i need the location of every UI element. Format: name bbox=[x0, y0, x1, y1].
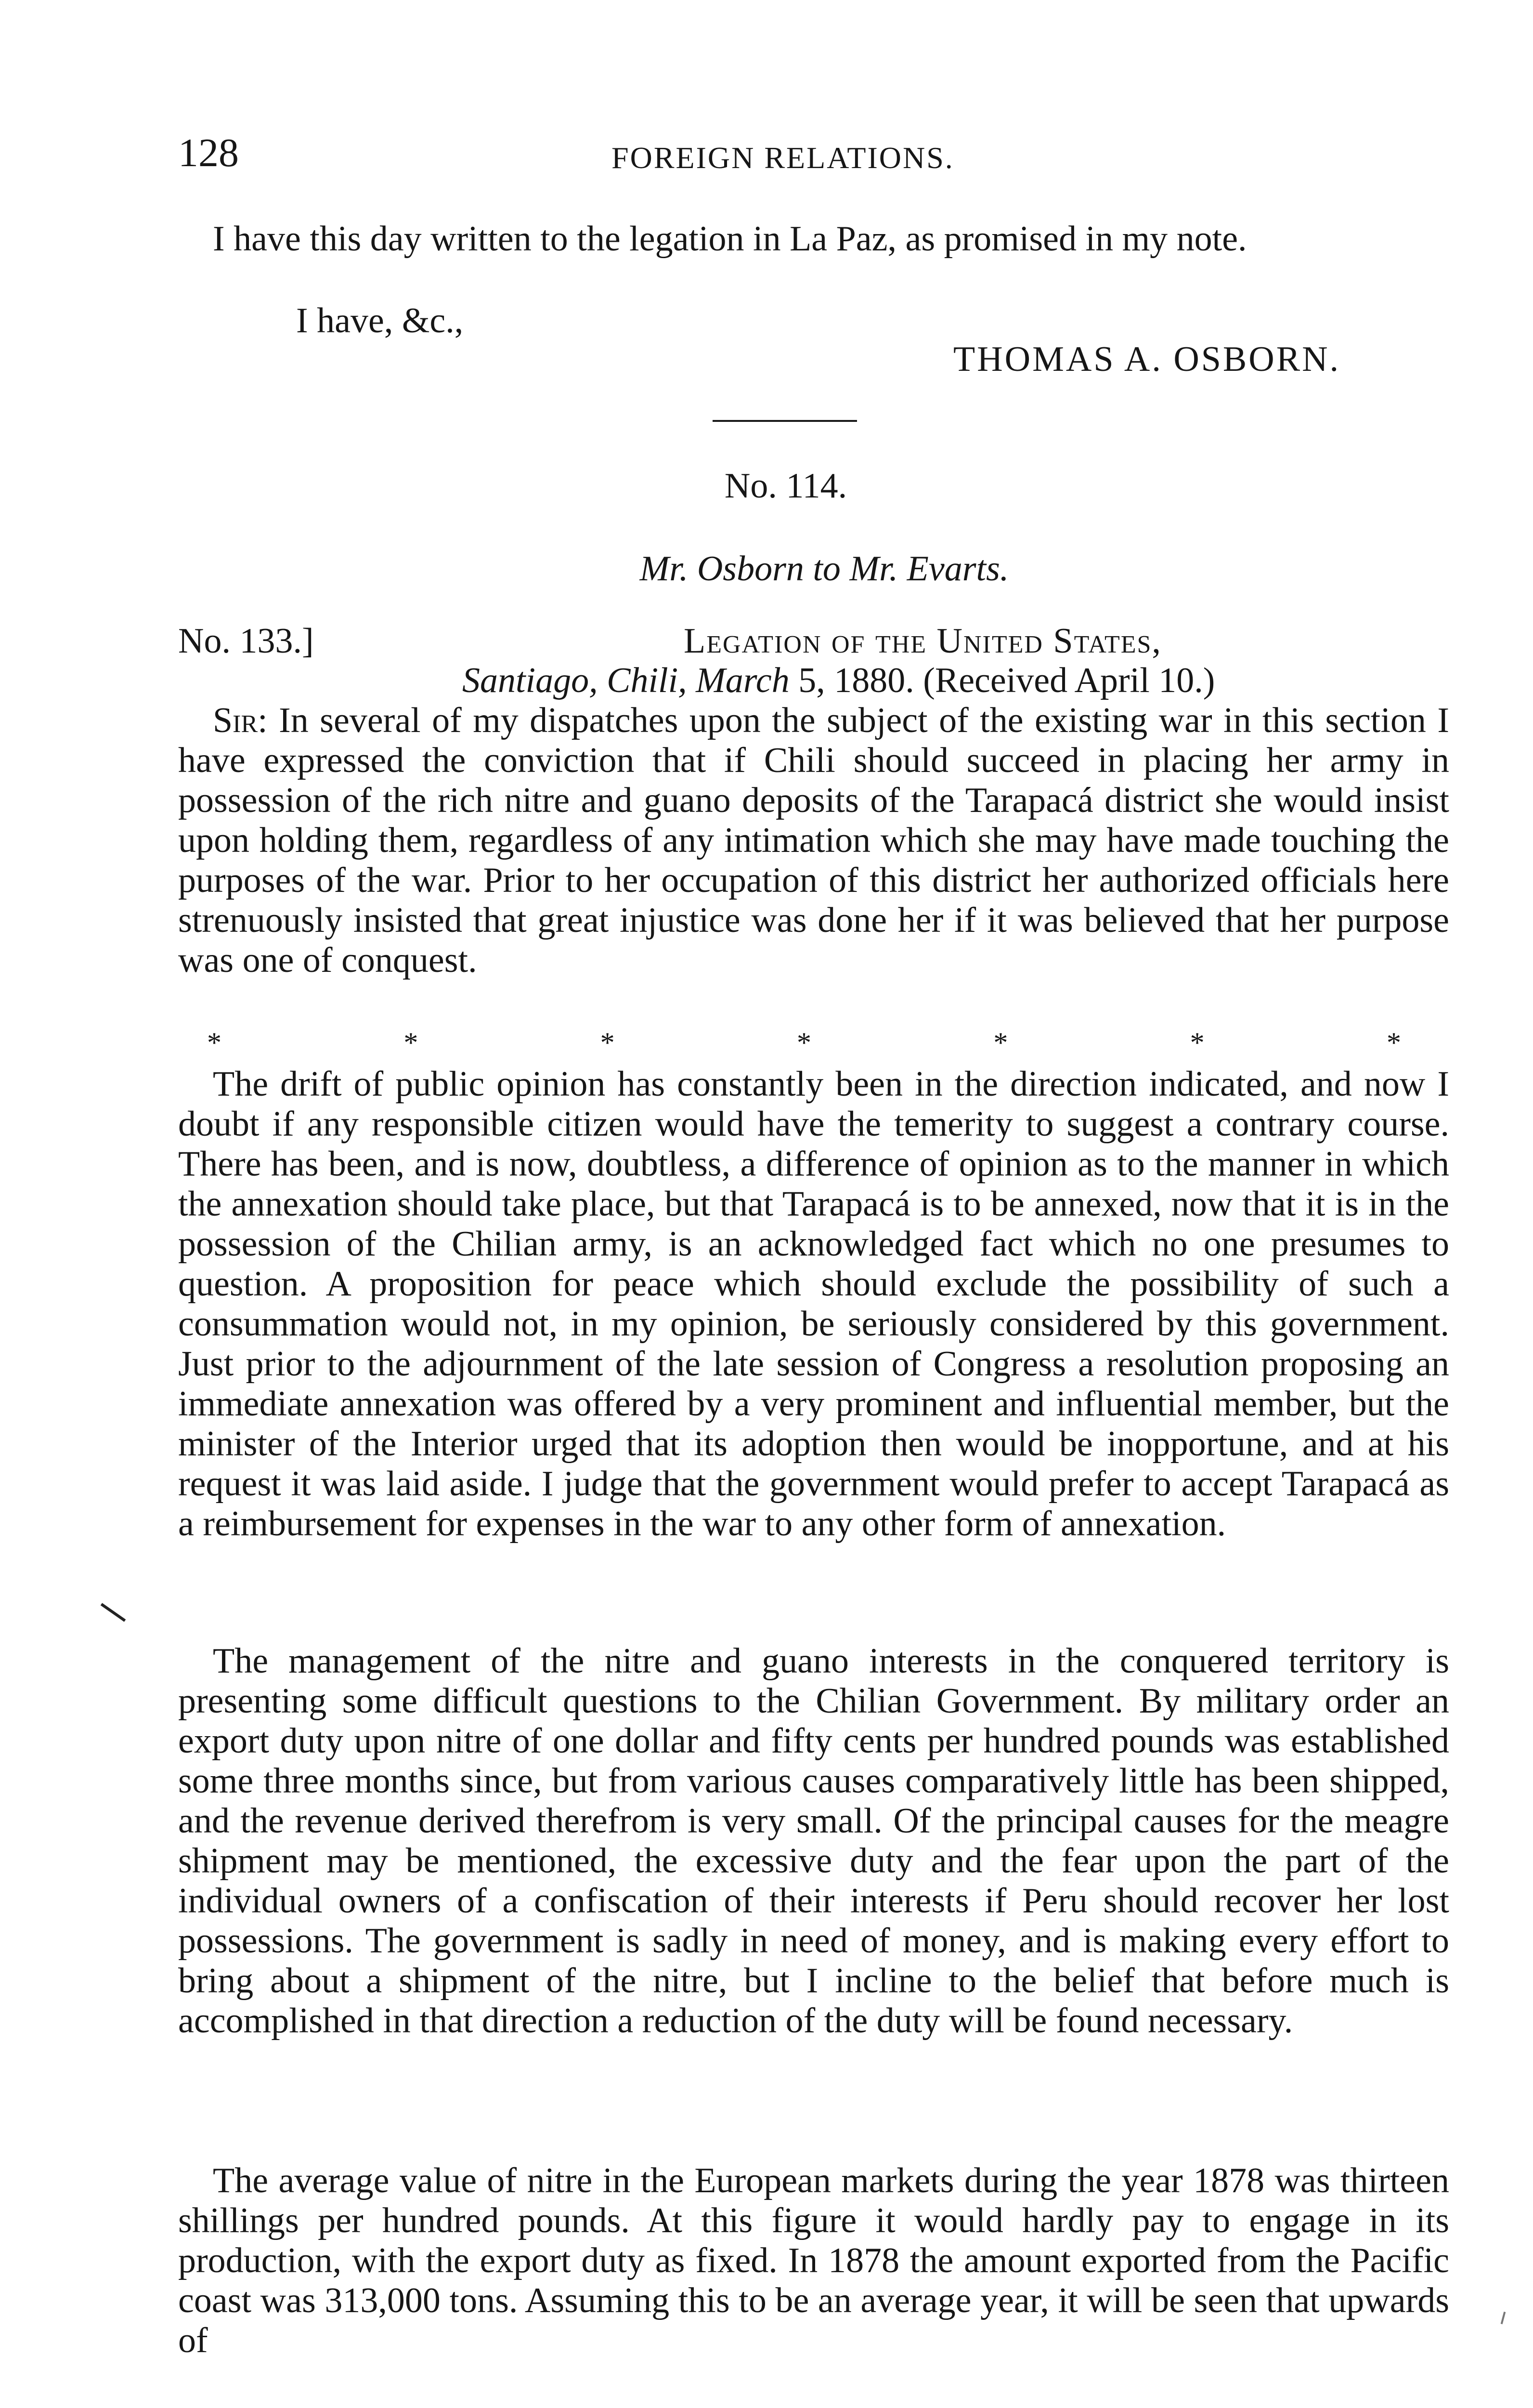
paragraph-2: The drift of public opinion has constantly been in the direction indicated, and now I doubt if any responsible citizen would have the temerity to suggest a contrary course. There has been, and is now, doubtless, a difference of opinion as to the manner in which the annexation should take place, but that Tarapacá is to be annexed, now that it is in the possession of the Chilian army, is an acknowledged fact which no one presumes to question. A proposition for peace which should exclude the possibility of such a consummation would not, in my opinion, be seriously considered by this government. Just prior to the adjournment of the late session of Congress a resolution proposing an immediate annexation was offered by a very prominent and influential member, but the minister of the Interior urged that its adoption then would be inopportune, and at his request it was laid aside. I judge that the government would prefer to accept Tarapacá as a reimbursement for expenses in the war to any other form of annexation. bbox=[178, 1064, 1449, 1544]
signature: THOMAS A. OSBORN. bbox=[953, 340, 1341, 379]
margin-mark bbox=[101, 1603, 126, 1622]
heading-to: to bbox=[813, 549, 841, 589]
legation-heading: Legation of the United States, bbox=[684, 621, 1162, 661]
star: * bbox=[207, 1027, 221, 1059]
opening-paragraph: I have this day written to the legation in La Paz, as promised in my note. bbox=[213, 219, 1247, 259]
star: * bbox=[796, 1027, 811, 1059]
document-number-text: No. 114. bbox=[724, 466, 847, 506]
star: * bbox=[403, 1027, 418, 1059]
star: * bbox=[993, 1027, 1008, 1059]
sender: Mr. Osborn bbox=[639, 549, 804, 589]
place-date: Santiago, Chili, March bbox=[462, 661, 790, 700]
running-head: FOREIGN RELATIONS. bbox=[611, 141, 954, 175]
paragraph-4: The average value of nitre in the European markets during the year 1878 was thirteen shillings per hundred pounds. At this figure it would hardly pay to engage in its production, with the export duty as fixed. In 1878 the amount exported from the Pacific coast was 313,000 tons. Assuming this to be an average year, it will be seen that upwards of bbox=[178, 2161, 1449, 2360]
ink-speck bbox=[1501, 2312, 1506, 2324]
dateline bbox=[462, 661, 1215, 701]
document-number bbox=[0, 466, 1533, 506]
date: 5, 1880. bbox=[798, 661, 914, 700]
despatch-number: No. 133.] bbox=[178, 621, 314, 661]
paragraph-1 bbox=[178, 701, 1449, 981]
received-note: (Received April 10.) bbox=[923, 661, 1215, 700]
section-divider bbox=[713, 420, 857, 422]
salutation-sir: Sir bbox=[213, 701, 258, 740]
star: * bbox=[600, 1027, 615, 1059]
recipient: Mr. Evarts. bbox=[849, 549, 1009, 589]
page-header bbox=[178, 129, 1449, 182]
omission-stars bbox=[207, 1026, 1401, 1060]
correspondence-heading bbox=[0, 549, 1533, 589]
closing-salutation: I have, &c., bbox=[296, 301, 464, 340]
paragraph-3: The management of the nitre and guano interests in the conquered territory is presenting some difficult questions to the Chilian Government. By military order an export duty upon nitre of one dollar and fifty cents per hundred pounds was established some three months since, but from various causes comparatively little has been shipped, and the revenue derived therefrom is very small. Of the principal causes for the meagre shipment may be mentioned, the excessive duty and the fear upon the part of the individual owners of a confiscation of their interests if Peru should recover her lost possessions. The government is sadly in need of money, and is making every effort to bring about a shipment of the nitre, but I incline to the belief that before much is accomplished in that direction a reduction of the duty will be found necessary. bbox=[178, 1641, 1449, 2041]
star: * bbox=[1386, 1027, 1401, 1059]
paragraph-1-text: : In several of my dispatches upon the subject of the existing war in this section I have expressed the conviction that if Chili should succeed in placing her army in possession of the rich nitre and guano deposits of the Tarapacá district she would insist upon holding them, regardless of any intimation which she may have made touching the purposes of the war. Prior to her occupation of this district her authorized officials here strenuously insisted that great injustice was done her if it was believed that her purpose was one of conquest. bbox=[178, 701, 1449, 980]
star: * bbox=[1190, 1027, 1205, 1059]
page-number: 128 bbox=[178, 131, 239, 175]
